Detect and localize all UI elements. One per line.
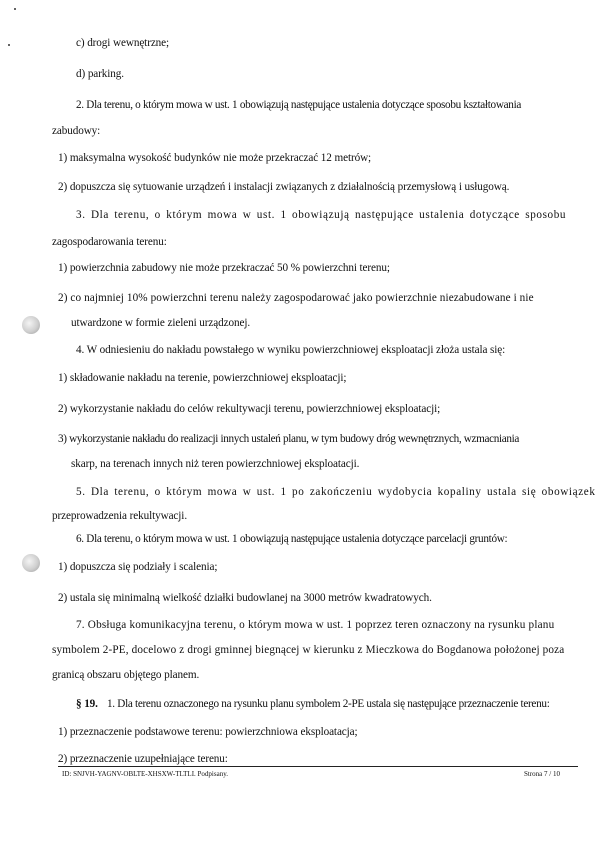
footer-rule bbox=[58, 766, 578, 767]
text-line: 1) maksymalna wysokość budynków nie może przekraczać 12 metrów; bbox=[58, 152, 372, 164]
text-line: 1) dopuszcza się podziały i scalenia; bbox=[58, 561, 218, 573]
text-line: 2) dopuszcza się sytuowanie urządzeń i instalacji związanych z działalnością przemysłową i usługową. bbox=[58, 181, 510, 193]
section-mark: § 19. bbox=[76, 698, 98, 710]
text-line: 2) co najmniej 10% powierzchni terenu należy zagospodarować jako powierzchnie niezabudowane i nie bbox=[58, 292, 534, 304]
text-line: skarp, na terenach innych niż teren powierzchniowej eksploatacji. bbox=[71, 458, 360, 470]
text-line: 2) ustala się minimalną wielkość działki budowlanej na 3000 metrów kwadratowych. bbox=[58, 592, 432, 604]
text-line: 6. Dla terenu, o którym mowa w ust. 1 obowiązują następujące ustalenia dotyczące parcelacji gruntów: bbox=[76, 533, 508, 545]
text-line: 3. Dla terenu, o którym mowa w ust. 1 obowiązują następujące ustalenia dotyczące sposobu bbox=[76, 209, 567, 221]
text-line: d) parking. bbox=[76, 68, 124, 80]
scan-speck bbox=[14, 8, 16, 10]
text-line: 4. W odniesieniu do nakładu powstałego w wyniku powierzchniowej eksploatacji złoża ustala się: bbox=[76, 344, 506, 356]
text-line: 3) wykorzystanie nakładu do realizacji innych ustaleń planu, w tym budowy dróg wewnętrznych, wzmacniania bbox=[58, 433, 519, 445]
text-line: 5. Dla terenu, o którym mowa w ust. 1 po zakończeniu wydobycia kopaliny ustala się obowiązek bbox=[76, 486, 596, 498]
text-line: 1) przeznaczenie podstawowe terenu: powierzchniowa eksploatacja; bbox=[58, 726, 358, 738]
text-line: 1) składowanie nakładu na terenie, powierzchniowej eksploatacji; bbox=[58, 372, 347, 384]
text-line: granicą obszaru objętego planem. bbox=[52, 669, 200, 681]
text-line: utwardzone w formie zieleni urządzonej. bbox=[71, 317, 251, 329]
text-line: 2. Dla terenu, o którym mowa w ust. 1 obowiązują następujące ustalenia dotyczące sposobu kształtowania bbox=[76, 99, 522, 111]
footer-page-number: Strona 7 / 10 bbox=[524, 770, 560, 778]
text-line: przeprowadzenia rekultywacji. bbox=[52, 510, 188, 522]
footer-document-id: ID: SNJVH-YAGNV-OBLTE-XHSXW-TLTLI. Podpisany. bbox=[62, 770, 228, 778]
text-line: 1. Dla terenu oznaczonego na rysunku planu symbolem 2-PE ustala się następujące przeznaczenie terenu: bbox=[107, 698, 550, 710]
text-line: 2) przeznaczenie uzupełniające terenu: bbox=[58, 753, 228, 765]
text-line: 2) wykorzystanie nakładu do celów rekultywacji terenu, powierzchniowej eksploatacji; bbox=[58, 403, 441, 415]
scan-speck bbox=[8, 44, 10, 46]
text-line: symbolem 2-PE, docelowo z drogi gminnej biegnącej w kierunku z Mieczkowa do Bogdanowa położonej poza bbox=[52, 644, 565, 656]
text-line: 7. Obsługa komunikacyjna terenu, o którym mowa w ust. 1 poprzez teren oznaczony na rysunku planu bbox=[76, 619, 555, 631]
text-line: zagospodarowania terenu: bbox=[52, 236, 167, 248]
text-line: zabudowy: bbox=[52, 125, 101, 137]
punch-hole bbox=[22, 316, 40, 334]
text-line: 1) powierzchnia zabudowy nie może przekraczać 50 % powierzchni terenu; bbox=[58, 262, 390, 274]
punch-hole bbox=[22, 554, 40, 572]
text-line: c) drogi wewnętrzne; bbox=[76, 37, 170, 49]
